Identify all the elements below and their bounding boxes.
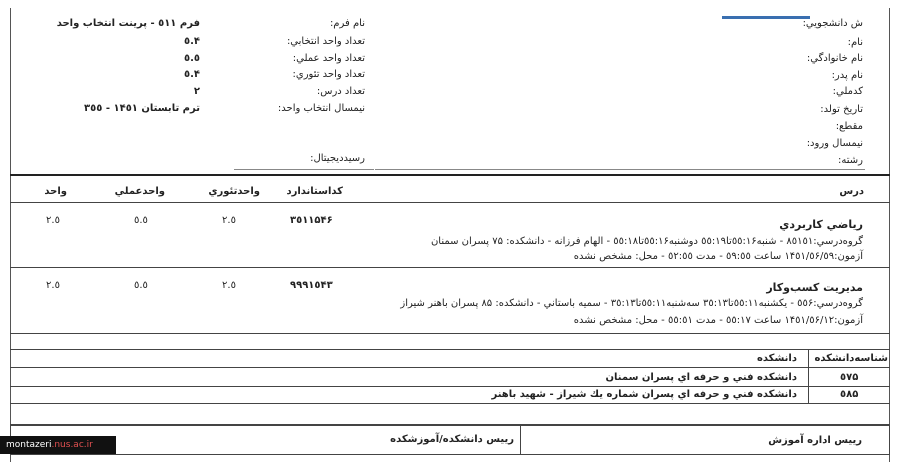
faculty-name: دانشکده فني و حرفه اي پسران شماره يك شيراز - شهيد باهنر (491, 389, 797, 400)
faculty-table-top (10, 349, 890, 350)
practical-units-label: تعداد واحد عملي: (292, 53, 365, 64)
course-code: ٩٩٩١٥۴٣ (290, 280, 333, 291)
courses-bottom-divider (10, 333, 890, 334)
site-watermark (0, 436, 116, 454)
faculty-header-divider (10, 367, 890, 368)
student-id-label: ش دانشجويي: (802, 18, 863, 29)
selection-semester-value: ترم تابستان ١۴٥١ - ٣٥٥ (84, 103, 200, 114)
selected-units-label: تعداد واحد انتخابي: (286, 36, 365, 47)
header-accent-line (722, 16, 810, 19)
digital-receipt-label: رسيدديجيتال: (310, 153, 365, 164)
selection-semester-label: نيمسال انتخاب واحد: (277, 103, 365, 114)
major-underline (375, 169, 865, 170)
faculty-head-label: رييس دانشکده/آموزشکده (390, 434, 514, 445)
faculty-id: ٥٨۵ (840, 389, 859, 400)
course-count-label: تعداد درس: (316, 86, 365, 97)
form-name-label: نام فرم: (329, 18, 365, 29)
course-name: مديريت کسب‌وکار (766, 281, 863, 294)
receipt-underline (234, 169, 374, 170)
birth-date-label: تاريخ تولد: (820, 104, 863, 115)
last-name-label: نام خانوادگي: (806, 53, 863, 64)
major-label: رشته: (838, 155, 863, 166)
col-units: واحد (44, 186, 67, 197)
theory-units-value: ۴.٥ (183, 69, 200, 80)
education-head-label: رييس اداره آموزش (768, 435, 862, 446)
courses-header-divider (10, 202, 890, 203)
course-exam: آزمون:١۴٥١/٥۶/٥٩ ساعت ٥٩:٥٥ - مدت ٥٢:٥٥ - محل: مشخص نشده (573, 251, 863, 262)
course-practical: ٥.٥ (134, 215, 148, 226)
course-count-value: ۲ (193, 86, 200, 97)
col-course: درس (839, 186, 864, 197)
watermark-prefix: montazeri (6, 440, 52, 450)
faculty-col-name: دانشکده (757, 353, 797, 364)
first-name-label: نام: (847, 37, 863, 48)
section-divider (10, 174, 890, 176)
entry-semester-label: نيمسال ورود: (806, 138, 863, 149)
national-code-label: کدملي: (832, 86, 863, 97)
course-units: ۲.٥ (46, 215, 60, 226)
degree-label: مقطع: (835, 121, 863, 132)
faculty-row-divider (10, 386, 890, 387)
course-name: رياضي کاربردي (779, 218, 863, 231)
practical-units-value: ٥.٥ (183, 53, 200, 64)
faculty-name: دانشکده فني و حرفه اي پسران سمنان (605, 372, 797, 383)
faculty-table-bottom (10, 403, 890, 404)
father-name-label: نام پدر: (831, 70, 863, 81)
course-theory: ۲.٥ (222, 215, 236, 226)
course-practical: ٥.٥ (134, 280, 148, 291)
course-theory: ۲.٥ (222, 280, 236, 291)
course-detail: گروه‌درسي:٨٥١٥١ - شنبه٥٥:١۶تا٥٥:١٩ دوشنبه٥٥:١۶تا٥٥:١٨ - الهام فرزانه - دانشکده: ٧۵ پسران سمنان (430, 236, 863, 247)
course-code: ٣٥١١۵۴۶ (290, 215, 333, 226)
faculty-id: ٥٧۵ (840, 372, 859, 383)
faculty-col-id: شناسه‌دانشکده (814, 353, 888, 364)
col-theory: واحدتئوري (208, 186, 260, 197)
theory-units-label: تعداد واحد تئوري: (292, 69, 365, 80)
selected-units-value: ۴.٥ (183, 36, 200, 47)
col-code: کداستاندارد (286, 186, 343, 197)
course-exam: آزمون:١۴٥١/٥۶/١٢ ساعت ٥٥:١٧ - مدت ٥٥:٥١ - محل: مشخص نشده (573, 315, 863, 326)
watermark-suffix: .nus.ac.ir (51, 440, 93, 450)
course-units: ۲.٥ (46, 280, 60, 291)
col-practical: واحدعملي (114, 186, 165, 197)
education-head-signature-box (520, 425, 890, 455)
course-detail: گروه‌درسي:٥٥۶ - يکشنبه٥٥:١١تا٣٥:١٣ سه‌شنبه٥٥:١١تا٣٥:١٣ - سميه باستاني - دانشکده: ٨۵ پسران باهنر شيراز (400, 298, 863, 309)
course-divider (10, 267, 890, 268)
faculty-col-divider (808, 350, 809, 403)
form-name-value: فرم ٥١١ - پرينت انتخاب واحد (56, 18, 200, 29)
